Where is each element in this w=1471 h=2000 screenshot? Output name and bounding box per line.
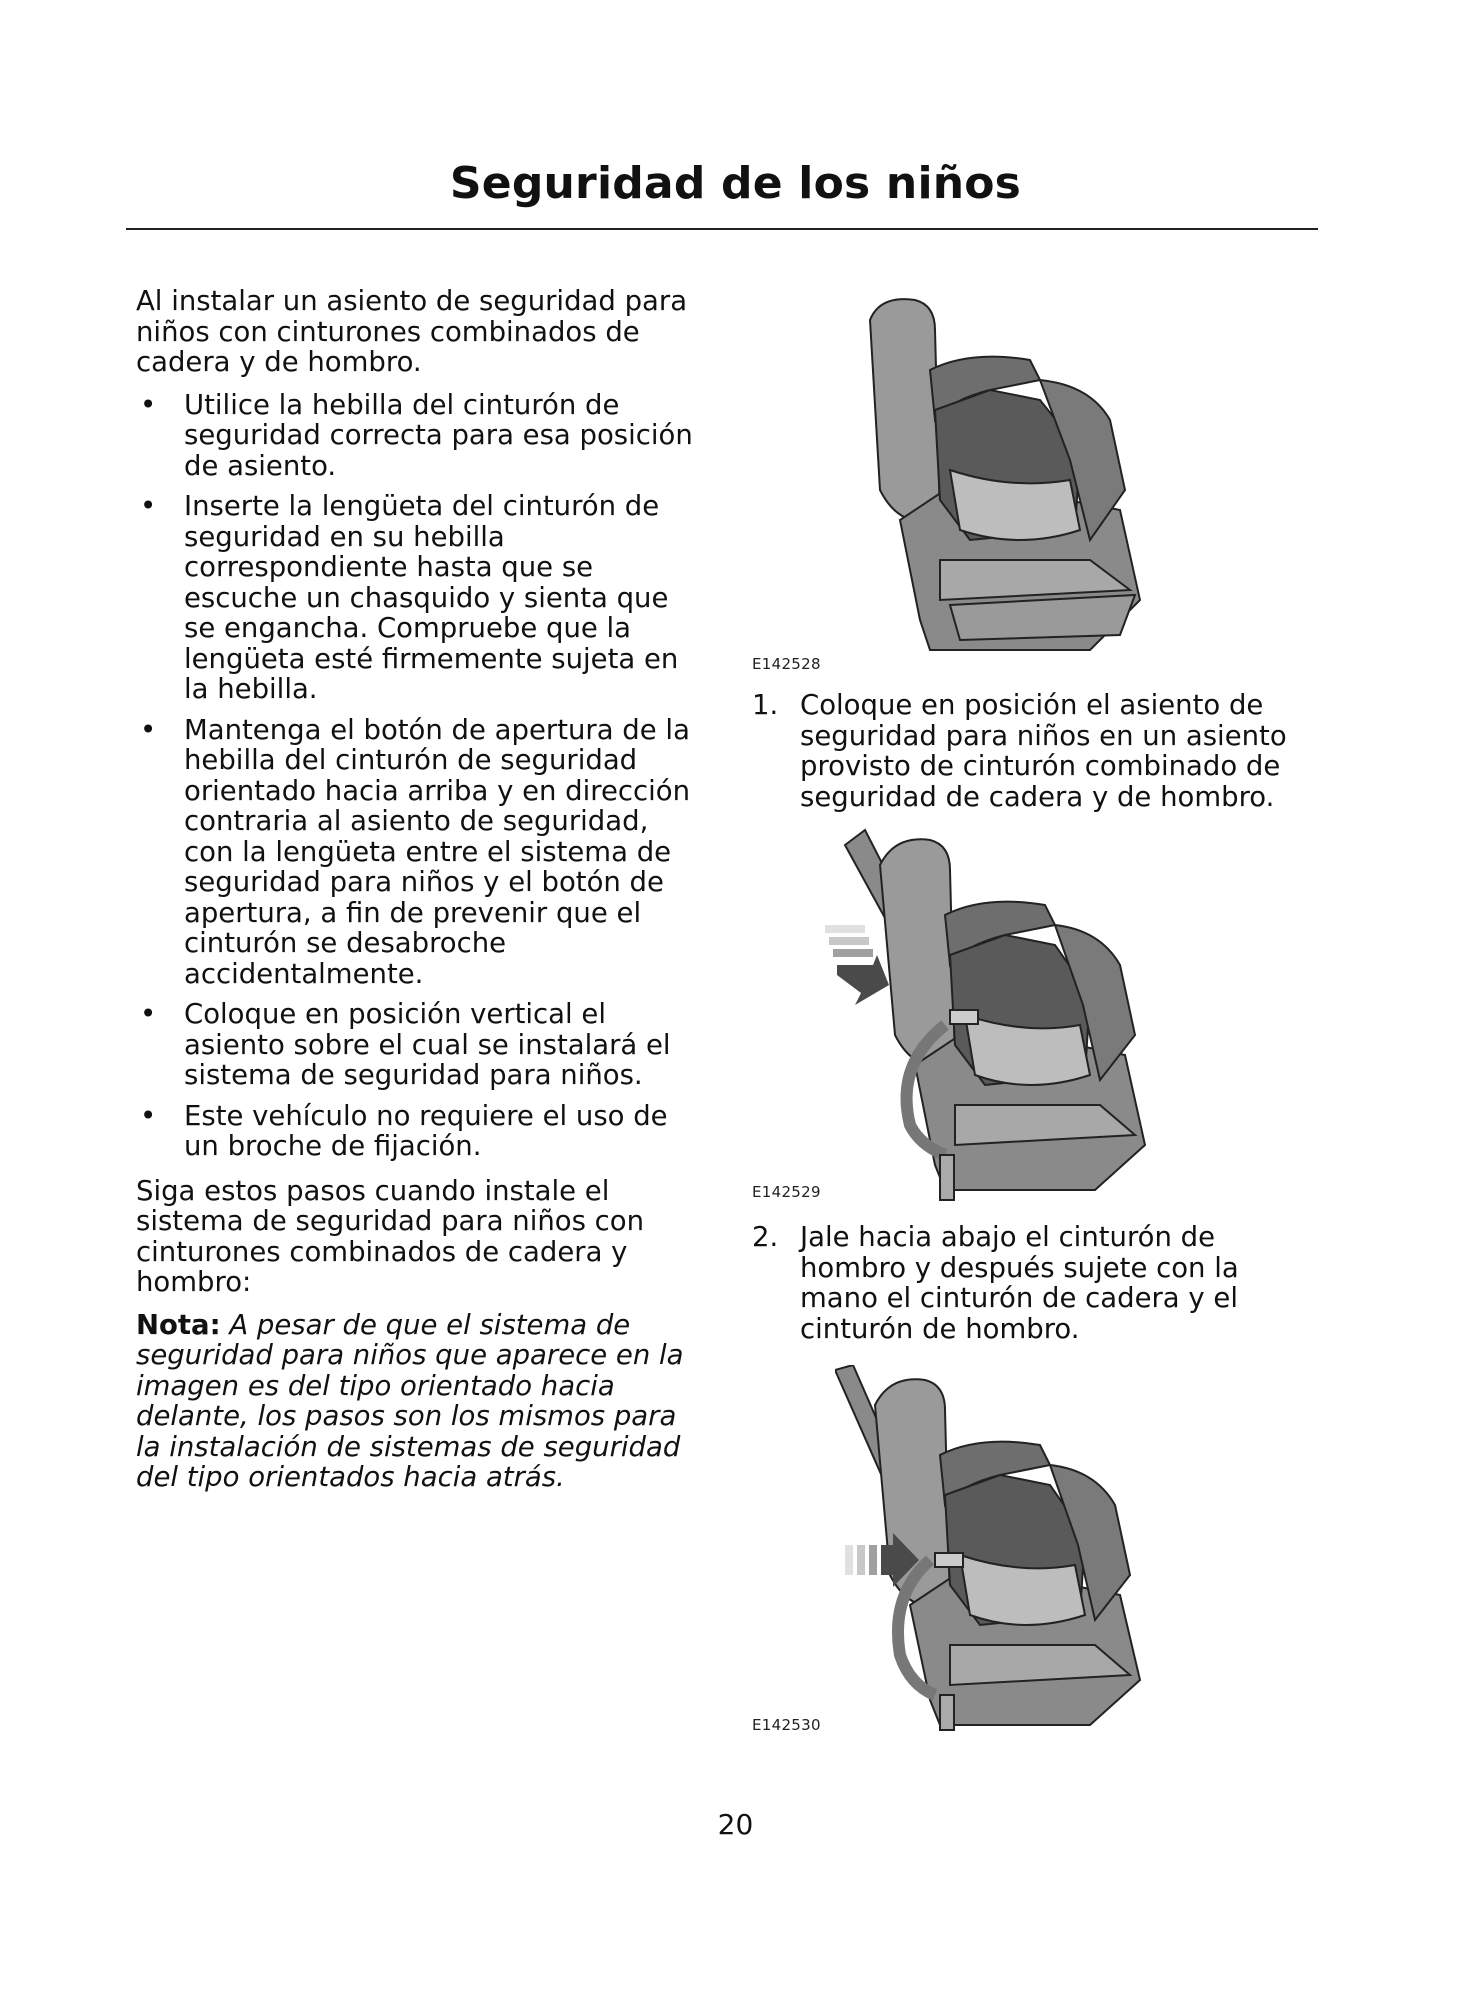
note-label: Nota: [136,1308,221,1341]
list-item: • Coloque en posición vertical el asiento sobre el cual se instalará el sistema de seguridad para niños. [140,998,671,1091]
note-text: A pesar de que el sistema de seguridad para niños que aparece en la imagen es del tipo orientado hacia delante, los pasos son los mismos para la instalación de sistemas de seguridad del tipo orientados hacia atrás. [136,1308,684,1493]
step-number: 1. [752,689,779,721]
bullet-icon: • [140,1099,157,1132]
child-seat-belt-tighten-illustration [835,1365,1165,1735]
page-title: Seguridad de los niños [449,158,1022,209]
step-text: Coloque en posición el asiento de seguridad para niños en un asiento provisto de cinturón combinado de seguridad de cadera y de hombro. [800,689,1287,813]
steps-intro-paragraph: Siga estos pasos cuando instale el sistema de seguridad para niños con cinturones combinados de cadera y hombro: [136,1174,645,1298]
figure-seat-2 [825,825,1165,1205]
note-paragraph [136,1310,706,1493]
step-number: 2. [752,1221,779,1253]
title-rule [126,228,1318,230]
child-seat-illustration [840,290,1170,660]
figure-seat-3 [835,1365,1165,1735]
page-number: 20 [717,1808,754,1841]
list-item: • Utilice la hebilla del cinturón de seguridad correcta para esa posición de asiento. [140,388,693,482]
bullet-icon: • [140,713,157,746]
figure-seat-1 [840,290,1170,660]
arrow-down-icon [825,925,889,1005]
figure-code: E142530 [752,1716,821,1734]
list-item: • Este vehículo no requiere el uso de un broche de fijación. [140,1099,668,1162]
list-item: • Mantenga el botón de apertura de la hebilla del cinturón de seguridad orientado hacia arriba y en dirección contraria al asiento de seguridad, con la lengüeta entre el sistema de seguridad para niños y el botón de apertura, a fin de prevenir que el cinturón se desabroche accidentalmente. [140,713,691,990]
bullet-icon: • [140,490,157,522]
figure-code: E142529 [752,1183,821,1201]
intro-paragraph: Al instalar un asiento de seguridad para niños con cinturones combinados de cadera y de hombro. [136,285,688,378]
step-1 [752,690,1322,812]
step-2 [752,1222,1322,1344]
bullet-list [136,390,706,1162]
left-column [136,286,706,1505]
bullet-icon: • [140,388,157,421]
step-text: Jale hacia abajo el cinturón de hombro y después sujete con la mano el cinturón de cadera y el cinturón de hombro. [800,1221,1239,1345]
figure-code: E142528 [752,655,821,673]
bullet-icon: • [140,998,157,1030]
child-seat-belt-illustration [825,825,1165,1205]
list-item: • Inserte la lengüeta del cinturón de seguridad en su hebilla correspondiente hasta que se escuche un chasquido y sienta que se engancha. Compruebe que la lengüeta esté firmemente sujeta en la hebilla. [140,490,679,705]
